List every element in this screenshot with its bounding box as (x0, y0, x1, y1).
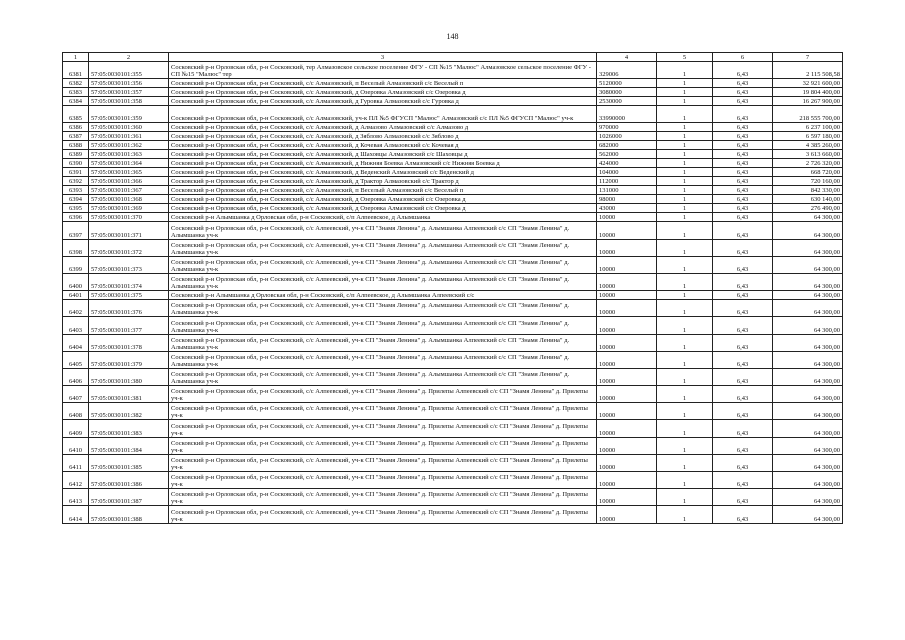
value-cell: 64 300,00 (773, 300, 843, 317)
address-cell: Сосковский р-н Орловская обл, р-н Сосковский, с/с Алпеевский, уч-к СП "Знамя Ленина" д. Алымшанка Алпеевский с/с СП "Знамя Ленина" д. Алымшанка уч-к (169, 239, 597, 256)
area-cell: 10000 (597, 351, 657, 368)
cadastral-number-cell: 57:05:0030101:380 (89, 368, 169, 385)
rate-cell: 6,43 (713, 132, 773, 141)
table-row (63, 177, 843, 186)
rate-cell: 6,43 (713, 273, 773, 290)
rate-cell: 6,43 (713, 368, 773, 385)
table-body (63, 62, 843, 524)
cadastral-number-cell: 57:05:0030101:383 (89, 420, 169, 437)
area-cell: 10000 (597, 222, 657, 239)
value-cell: 6 597 180,00 (773, 132, 843, 141)
address-cell: Сосковский р-н Орловская обл, р-н Сосковский, с/с Алпеевский, уч-к СП "Знамя Ленина" д. Алымшанка Алпеевский с/с СП "Знамя Ленина" д. Алымшанка уч-к (169, 317, 597, 334)
table-row (63, 506, 843, 523)
cadastral-number-cell: 57:05:0030101:367 (89, 186, 169, 195)
table-row (63, 300, 843, 317)
address-cell: Сосковский р-н Орловская обл, р-н Сосковский, с/с Алпеевский, уч-к СП "Знамя Ленина" д. Прилепы Алпеевский с/с СП "Знамя Ленина" д. Прилепы уч-к (169, 506, 597, 523)
area-cell: 131000 (597, 186, 657, 195)
quantity-cell: 1 (657, 132, 713, 141)
address-cell: Сосковский р-н Орловская обл, р-н Сосковский, с/с Алпеевский, уч-к СП "Знамя Ленина" д. Прилепы Алпеевский с/с СП "Знамя Ленина" д. Прилепы уч-к (169, 454, 597, 471)
area-cell: 10000 (597, 368, 657, 385)
row-number-cell: 6413 (63, 489, 89, 506)
area-cell: 10000 (597, 489, 657, 506)
quantity-cell: 1 (657, 168, 713, 177)
quantity-cell: 1 (657, 141, 713, 150)
quantity-cell: 1 (657, 351, 713, 368)
table-row (63, 79, 843, 88)
quantity-cell: 1 (657, 239, 713, 256)
land-registry-table (62, 52, 843, 524)
rate-cell: 6,43 (713, 97, 773, 106)
area-cell: 10000 (597, 506, 657, 523)
value-cell: 64 300,00 (773, 437, 843, 454)
cadastral-number-cell: 57:05:0030101:358 (89, 97, 169, 106)
row-number-cell: 6402 (63, 300, 89, 317)
table-row (63, 368, 843, 385)
area-cell: 10000 (597, 291, 657, 300)
column-header: 6 (713, 53, 773, 62)
quantity-cell: 1 (657, 317, 713, 334)
quantity-cell: 1 (657, 62, 713, 79)
value-cell: 64 300,00 (773, 403, 843, 420)
row-number-cell: 6389 (63, 150, 89, 159)
value-cell: 6 237 100,00 (773, 123, 843, 132)
area-cell: 10000 (597, 213, 657, 222)
address-cell: Сосковский р-н Орловская обл, р-н Сосковский, с/с Алпеевский, уч-к СП "Знамя Ленина" д. Прилепы Алпеевский с/с СП "Знамя Ленина" д. Прилепы уч-к (169, 403, 597, 420)
quantity-cell: 1 (657, 334, 713, 351)
address-cell: Сосковский р-н Орловская обл, р-н Сосковский, с/с Алпеевский, уч-к СП "Знамя Ленина" д. Алымшанка Алпеевский с/с СП "Знамя Ленина" д. Алымшанка уч-к (169, 351, 597, 368)
row-number-cell: 6392 (63, 177, 89, 186)
area-cell: 1026000 (597, 132, 657, 141)
row-number-cell: 6408 (63, 403, 89, 420)
cadastral-number-cell: 57:05:0030101:357 (89, 88, 169, 97)
table-row (63, 317, 843, 334)
address-cell: Сосковский р-н Орловская обл, р-н Сосковский, с/с Алмазовский, д Алмазово Алмазовский с/с Алмазово д (169, 123, 597, 132)
row-number-cell: 6387 (63, 132, 89, 141)
cadastral-number-cell: 57:05:0030101:386 (89, 472, 169, 489)
value-cell: 64 300,00 (773, 420, 843, 437)
row-number-cell: 6407 (63, 386, 89, 403)
value-cell: 64 300,00 (773, 386, 843, 403)
area-cell: 10000 (597, 386, 657, 403)
column-header: 3 (169, 53, 597, 62)
area-cell: 10000 (597, 256, 657, 273)
quantity-cell: 1 (657, 195, 713, 204)
table-row (63, 159, 843, 168)
row-number-cell: 6390 (63, 159, 89, 168)
address-cell: Сосковский р-н Орловская обл, р-н Сосковский, с/с Алпеевский, уч-к СП "Знамя Ленина" д. Прилепы Алпеевский с/с СП "Знамя Ленина" д. Прилепы уч-к (169, 489, 597, 506)
column-header: 4 (597, 53, 657, 62)
address-cell: Сосковский р-н Орловская обл, р-н Сосковский, тер Алмазовское сельское поселение ФГУ - СП №15 "Малюс" Алмазовское сельское поселение ФГУ - СП №15 "Малюс" тер (169, 62, 597, 79)
row-number-cell: 6412 (63, 472, 89, 489)
table-row (63, 222, 843, 239)
rate-cell: 6,43 (713, 195, 773, 204)
address-cell: Сосковский р-н Орловская обл, р-н Сосковский, с/с Алмазовский, п Веселый Алмазовский с/с Веселый п (169, 186, 597, 195)
value-cell: 218 555 700,00 (773, 106, 843, 123)
rate-cell: 6,43 (713, 472, 773, 489)
value-cell: 842 330,00 (773, 186, 843, 195)
table-row (63, 132, 843, 141)
column-header: 5 (657, 53, 713, 62)
quantity-cell: 1 (657, 204, 713, 213)
rate-cell: 6,43 (713, 300, 773, 317)
cadastral-number-cell: 57:05:0030101:388 (89, 506, 169, 523)
area-cell: 10000 (597, 317, 657, 334)
rate-cell: 6,43 (713, 506, 773, 523)
address-cell: Сосковский р-н Орловская обл, р-н Сосковский, с/с Алпеевский, уч-к СП "Знамя Ленина" д. Алымшанка Алпеевский с/с СП "Знамя Ленина" д. Алымшанка уч-к (169, 222, 597, 239)
value-cell: 64 300,00 (773, 368, 843, 385)
area-cell: 112000 (597, 177, 657, 186)
rate-cell: 6,43 (713, 141, 773, 150)
value-cell: 64 300,00 (773, 256, 843, 273)
rate-cell: 6,43 (713, 186, 773, 195)
quantity-cell: 1 (657, 291, 713, 300)
cadastral-number-cell: 57:05:0030101:365 (89, 168, 169, 177)
quantity-cell: 1 (657, 300, 713, 317)
rate-cell: 6,43 (713, 489, 773, 506)
area-cell: 10000 (597, 403, 657, 420)
address-cell: Сосковский р-н Орловская обл, р-н Сосковский, с/с Алпеевский, уч-к СП "Знамя Ленина" д. Алымшанка Алпеевский с/с СП "Знамя Ленина" д. Алымшанка уч-к (169, 256, 597, 273)
table-row (63, 97, 843, 106)
table-row (63, 420, 843, 437)
row-number-cell: 6385 (63, 106, 89, 123)
rate-cell: 6,43 (713, 159, 773, 168)
quantity-cell: 1 (657, 489, 713, 506)
cadastral-number-cell: 57:05:0030101:374 (89, 273, 169, 290)
cadastral-number-cell: 57:05:0030101:360 (89, 123, 169, 132)
quantity-cell: 1 (657, 186, 713, 195)
rate-cell: 6,43 (713, 106, 773, 123)
area-cell: 33990000 (597, 106, 657, 123)
quantity-cell: 1 (657, 420, 713, 437)
area-cell: 10000 (597, 454, 657, 471)
address-cell: Сосковский р-н Орловская обл, р-н Сосковский, с/с Алмазовский, д Озеровка Алмазовский с/с Озеровка д (169, 88, 597, 97)
quantity-cell: 1 (657, 386, 713, 403)
row-number-cell: 6414 (63, 506, 89, 523)
cadastral-number-cell: 57:05:0030101:361 (89, 132, 169, 141)
address-cell: Сосковский р-н Алымшанка д Орловская обл, р-н Сосковский, с/п Алпеевское, д Алымшанка (169, 213, 597, 222)
cadastral-number-cell: 57:05:0030101:359 (89, 106, 169, 123)
table-row (63, 256, 843, 273)
row-number-cell: 6394 (63, 195, 89, 204)
quantity-cell: 1 (657, 159, 713, 168)
cadastral-number-cell: 57:05:0030101:364 (89, 159, 169, 168)
area-cell: 3080000 (597, 88, 657, 97)
value-cell: 64 300,00 (773, 334, 843, 351)
rate-cell: 6,43 (713, 62, 773, 79)
row-number-cell: 6396 (63, 213, 89, 222)
table-row (63, 168, 843, 177)
quantity-cell: 1 (657, 88, 713, 97)
cadastral-number-cell: 57:05:0030101:384 (89, 437, 169, 454)
area-cell: 104000 (597, 168, 657, 177)
address-cell: Сосковский р-н Орловская обл, р-н Сосковский, с/с Алмазовский, д Зяблово Алмазовский с/с Зяблово д (169, 132, 597, 141)
area-cell: 424000 (597, 159, 657, 168)
area-cell: 5120000 (597, 79, 657, 88)
address-cell: Сосковский р-н Орловская обл, р-н Сосковский, с/с Алмазовский, д Трактор Алмазовский с/с Трактор д (169, 177, 597, 186)
value-cell: 16 267 900,00 (773, 97, 843, 106)
row-number-cell: 6409 (63, 420, 89, 437)
cadastral-number-cell: 57:05:0030101:376 (89, 300, 169, 317)
value-cell: 276 490,00 (773, 204, 843, 213)
cadastral-number-cell: 57:05:0030101:363 (89, 150, 169, 159)
cadastral-number-cell: 57:05:0030101:370 (89, 213, 169, 222)
address-cell: Сосковский р-н Орловская обл, р-н Сосковский, с/с Алпеевский, уч-к СП "Знамя Ленина" д. Прилепы Алпеевский с/с СП "Знамя Ленина" д. Прилепы уч-к (169, 386, 597, 403)
quantity-cell: 1 (657, 454, 713, 471)
value-cell: 64 300,00 (773, 273, 843, 290)
address-cell: Сосковский р-н Орловская обл, р-н Сосковский, с/с Алпеевский, уч-к СП "Знамя Ленина" д. Прилепы Алпеевский с/с СП "Знамя Ленина" д. Прилепы уч-к (169, 437, 597, 454)
value-cell: 2 115 508,58 (773, 62, 843, 79)
quantity-cell: 1 (657, 403, 713, 420)
row-number-cell: 6381 (63, 62, 89, 79)
area-cell: 10000 (597, 273, 657, 290)
rate-cell: 6,43 (713, 88, 773, 97)
row-number-cell: 6386 (63, 123, 89, 132)
rate-cell: 6,43 (713, 168, 773, 177)
cadastral-number-cell: 57:05:0030101:381 (89, 386, 169, 403)
value-cell: 64 300,00 (773, 317, 843, 334)
address-cell: Сосковский р-н Орловская обл, р-н Сосковский, с/с Алпеевский, уч-к СП "Знамя Ленина" д. Прилепы Алпеевский с/с СП "Знамя Ленина" д. Прилепы уч-к (169, 420, 597, 437)
rate-cell: 6,43 (713, 351, 773, 368)
cadastral-number-cell: 57:05:0030101:379 (89, 351, 169, 368)
value-cell: 32 921 600,00 (773, 79, 843, 88)
cadastral-number-cell: 57:05:0030101:377 (89, 317, 169, 334)
row-number-cell: 6401 (63, 291, 89, 300)
table-row (63, 88, 843, 97)
quantity-cell: 1 (657, 222, 713, 239)
table-row (63, 291, 843, 300)
address-cell: Сосковский р-н Орловская обл, р-н Сосковский, с/с Алмазовский, д Озеровка Алмазовский с/с Озеровка д (169, 195, 597, 204)
cadastral-number-cell: 57:05:0030101:385 (89, 454, 169, 471)
quantity-cell: 1 (657, 506, 713, 523)
rate-cell: 6,43 (713, 239, 773, 256)
value-cell: 64 300,00 (773, 222, 843, 239)
area-cell: 10000 (597, 300, 657, 317)
row-number-cell: 6398 (63, 239, 89, 256)
area-cell: 10000 (597, 437, 657, 454)
address-cell: Сосковский р-н Орловская обл, р-н Сосковский, с/с Алмазовский, д Нижняя Боевка Алмазовский с/с Нижняя Боевка д (169, 159, 597, 168)
quantity-cell: 1 (657, 273, 713, 290)
area-cell: 10000 (597, 334, 657, 351)
rate-cell: 6,43 (713, 222, 773, 239)
quantity-cell: 1 (657, 123, 713, 132)
cadastral-number-cell: 57:05:0030101:356 (89, 79, 169, 88)
row-number-cell: 6399 (63, 256, 89, 273)
page-number: 148 (446, 32, 459, 41)
column-header: 2 (89, 53, 169, 62)
rate-cell: 6,43 (713, 123, 773, 132)
area-cell: 682000 (597, 141, 657, 150)
address-cell: Сосковский р-н Орловская обл, р-н Сосковский, с/с Алмазовский, д Кочевая Алмазовский с/с Кочевая д (169, 141, 597, 150)
value-cell: 64 300,00 (773, 351, 843, 368)
quantity-cell: 1 (657, 97, 713, 106)
value-cell: 3 613 660,00 (773, 150, 843, 159)
row-number-cell: 6405 (63, 351, 89, 368)
address-cell: Сосковский р-н Орловская обл, р-н Сосковский, с/с Алмазовский, д Озеровка Алмазовский с/с Озеровка д (169, 204, 597, 213)
area-cell: 10000 (597, 420, 657, 437)
address-cell: Сосковский р-н Орловская обл, р-н Сосковский, с/с Алпеевский, уч-к СП "Знамя Ленина" д. Прилепы Алпеевский с/с СП "Знамя Ленина" д. Прилепы уч-к (169, 472, 597, 489)
address-cell: Сосковский р-н Орловская обл, р-н Сосковский, с/с Алмазовский, д Гуровка Алмазовский с/с Гуровка д (169, 97, 597, 106)
quantity-cell: 1 (657, 256, 713, 273)
quantity-cell: 1 (657, 437, 713, 454)
value-cell: 64 300,00 (773, 506, 843, 523)
table-row (63, 386, 843, 403)
row-number-cell: 6410 (63, 437, 89, 454)
row-number-cell: 6395 (63, 204, 89, 213)
value-cell: 668 720,00 (773, 168, 843, 177)
table-row (63, 186, 843, 195)
value-cell: 19 804 400,00 (773, 88, 843, 97)
cadastral-number-cell: 57:05:0030101:373 (89, 256, 169, 273)
row-number-cell: 6383 (63, 88, 89, 97)
value-cell: 4 385 260,00 (773, 141, 843, 150)
row-number-cell: 6403 (63, 317, 89, 334)
address-cell: Сосковский р-н Орловская обл, р-н Сосковский, с/с Алмазовский, уч-к ПЛ №5 ФГУСП "Малюс" Алмазовский с/с ПЛ №5 ФГУСП "Малюс" уч-к (169, 106, 597, 123)
area-cell: 98000 (597, 195, 657, 204)
address-cell: Сосковский р-н Орловская обл, р-н Сосковский, с/с Алпеевский, уч-к СП "Знамя Ленина" д. Алымшанка Алпеевский с/с СП "Знамя Ленина" д. Алымшанка уч-к (169, 300, 597, 317)
row-number-cell: 6391 (63, 168, 89, 177)
rate-cell: 6,43 (713, 177, 773, 186)
address-cell: Сосковский р-н Орловская обл, р-н Сосковский, с/с Алмазовский, д Веденский Алмазовский с/с Веденский д (169, 168, 597, 177)
cadastral-number-cell: 57:05:0030101:387 (89, 489, 169, 506)
table-row (63, 239, 843, 256)
table-row (63, 403, 843, 420)
value-cell: 2 726 320,00 (773, 159, 843, 168)
cadastral-number-cell: 57:05:0030101:378 (89, 334, 169, 351)
table-row (63, 472, 843, 489)
cadastral-number-cell: 57:05:0030101:375 (89, 291, 169, 300)
value-cell: 64 300,00 (773, 213, 843, 222)
value-cell: 630 140,00 (773, 195, 843, 204)
row-number-cell: 6384 (63, 97, 89, 106)
quantity-cell: 1 (657, 472, 713, 489)
rate-cell: 6,43 (713, 437, 773, 454)
rate-cell: 6,43 (713, 334, 773, 351)
address-cell: Сосковский р-н Орловская обл, р-н Сосковский, с/с Алпеевский, уч-к СП "Знамя Ленина" д. Алымшанка Алпеевский с/с СП "Знамя Ленина" д. Алымшанка уч-к (169, 368, 597, 385)
address-cell: Сосковский р-н Орловская обл, р-н Сосковский, с/с Алмазовский, п Веселый Алмазовский с/с Веселый п (169, 79, 597, 88)
table-row (63, 437, 843, 454)
row-number-cell: 6397 (63, 222, 89, 239)
area-cell: 970000 (597, 123, 657, 132)
address-cell: Сосковский р-н Орловская обл, р-н Сосковский, с/с Алпеевский, уч-к СП "Знамя Ленина" д. Алымшанка Алпеевский с/с СП "Знамя Ленина" д. Алымшанка уч-к (169, 273, 597, 290)
area-cell: 2530000 (597, 97, 657, 106)
row-number-cell: 6404 (63, 334, 89, 351)
row-number-cell: 6400 (63, 273, 89, 290)
table-row (63, 351, 843, 368)
value-cell: 720 160,00 (773, 177, 843, 186)
area-cell: 562000 (597, 150, 657, 159)
table-row (63, 150, 843, 159)
cadastral-number-cell: 57:05:0030101:382 (89, 403, 169, 420)
rate-cell: 6,43 (713, 291, 773, 300)
table-row (63, 213, 843, 222)
cadastral-number-cell: 57:05:0030101:369 (89, 204, 169, 213)
column-header: 1 (63, 53, 89, 62)
value-cell: 64 300,00 (773, 472, 843, 489)
rate-cell: 6,43 (713, 256, 773, 273)
rate-cell: 6,43 (713, 454, 773, 471)
cadastral-number-cell: 57:05:0030101:355 (89, 62, 169, 79)
value-cell: 64 300,00 (773, 291, 843, 300)
row-number-cell: 6406 (63, 368, 89, 385)
table-row (63, 454, 843, 471)
row-number-cell: 6411 (63, 454, 89, 471)
table-row (63, 334, 843, 351)
value-cell: 64 300,00 (773, 489, 843, 506)
cadastral-number-cell: 57:05:0030101:372 (89, 239, 169, 256)
value-cell: 64 300,00 (773, 239, 843, 256)
address-cell: Сосковский р-н Орловская обл, р-н Сосковский, с/с Алпеевский, уч-к СП "Знамя Ленина" д. Алымшанка Алпеевский с/с СП "Знамя Ленина" д. Алымшанка уч-к (169, 334, 597, 351)
rate-cell: 6,43 (713, 386, 773, 403)
quantity-cell: 1 (657, 106, 713, 123)
rate-cell: 6,43 (713, 79, 773, 88)
area-cell: 329006 (597, 62, 657, 79)
table-row (63, 62, 843, 79)
rate-cell: 6,43 (713, 420, 773, 437)
table-row (63, 141, 843, 150)
cadastral-number-cell: 57:05:0030101:366 (89, 177, 169, 186)
quantity-cell: 1 (657, 213, 713, 222)
address-cell: Сосковский р-н Орловская обл, р-н Сосковский, с/с Алмазовский, д Шаховцы Алмазовский с/с Шаховцы д (169, 150, 597, 159)
table-row (63, 195, 843, 204)
area-cell: 10000 (597, 239, 657, 256)
rate-cell: 6,43 (713, 317, 773, 334)
table-header-row (63, 53, 843, 62)
cadastral-number-cell: 57:05:0030101:368 (89, 195, 169, 204)
table-row (63, 489, 843, 506)
table-row (63, 273, 843, 290)
quantity-cell: 1 (657, 150, 713, 159)
cadastral-number-cell: 57:05:0030101:371 (89, 222, 169, 239)
address-cell: Сосковский р-н Алымшанка д Орловская обл, р-н Сосковский, с/п Алпеевское, д Алымшанка Алпеевский с/с (169, 291, 597, 300)
area-cell: 43000 (597, 204, 657, 213)
table-row (63, 106, 843, 123)
rate-cell: 6,43 (713, 150, 773, 159)
quantity-cell: 1 (657, 368, 713, 385)
area-cell: 10000 (597, 472, 657, 489)
column-header: 7 (773, 53, 843, 62)
row-number-cell: 6382 (63, 79, 89, 88)
table-row (63, 123, 843, 132)
row-number-cell: 6393 (63, 186, 89, 195)
row-number-cell: 6388 (63, 141, 89, 150)
cadastral-number-cell: 57:05:0030101:362 (89, 141, 169, 150)
rate-cell: 6,43 (713, 403, 773, 420)
rate-cell: 6,43 (713, 213, 773, 222)
value-cell: 64 300,00 (773, 454, 843, 471)
quantity-cell: 1 (657, 177, 713, 186)
quantity-cell: 1 (657, 79, 713, 88)
table-row (63, 204, 843, 213)
rate-cell: 6,43 (713, 204, 773, 213)
